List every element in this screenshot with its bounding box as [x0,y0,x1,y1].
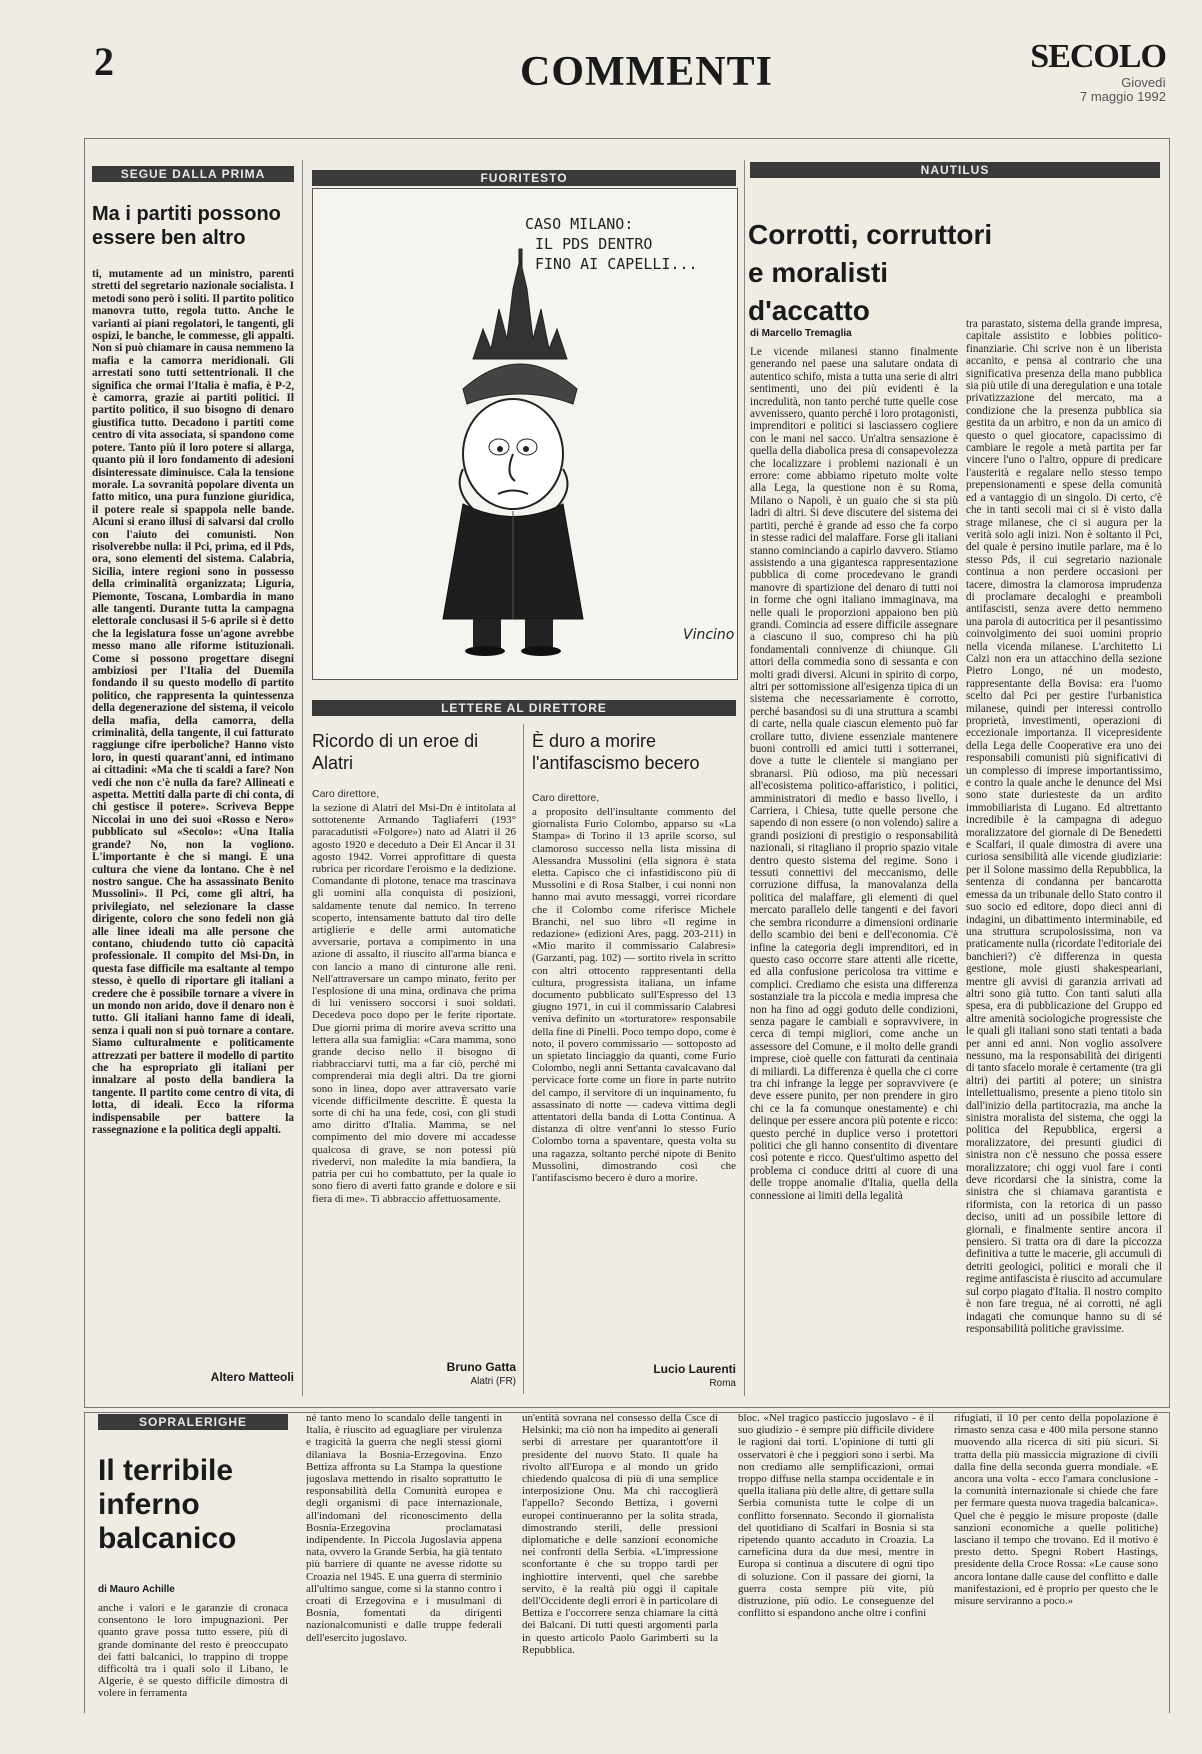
left-article-body: ti, mutamente ad un ministro, parenti stretti del segretario nazionale socialista. I metodi sono però i soliti. Il partito politico manovra tutto, regola tutto. Anche le varianti ai piani regolatori, le tangenti, gli ospizi, le banche, le commesse, gli appalti. Non si può chiamare in causa nemmeno la mafia e la camorra meridionali. Gli arrestati sono tutti settentrionali. Il che significa che ormai l'Italia è mafia, è P-2, è camorra, grazie ai partiti politici. Il partito politico, il suo bisogno di denaro giustifica tutto. Decadono i partiti come centro di vita associata, si spandono come potere. Tanto più il loro potere si allarga, quanto più il loro fondamento di adesioni disinteressate diminuisce. Cala la tensione morale. La sovranità popolare diventa un fatto mitico, una pura funzione giuridica, il potere reale si spappola nelle bande. Alcuni si erano illusi di salvarsi dal crollo con l'aiuto dei comunisti. Non risolverebbe nulla: il Pci, prima, ed il Pds, ora, sono elementi del sistema. Calabria, Sicilia, intere regioni sono in possesso della criminalità organizzata; Liguria, Piemonte, Toscana, Lombardia in mano alle tangenti. Durante tutta la campagna elettorale conclusasi il 5-6 aprile si è detto che la legislatura fosse un'agone avrebbe messo mano alle riforme istituzionali. Come si possono progettare disegni ambiziosi per l'Italia del Duemila fondando il su questo modello di partito politico, che rappresenta la quintessenza della degenerazione del sistema, il veicolo della mafia, della camorra, della criminalità, della tangente, il cui fatturato raggiunge cifre iperboliche? Hanno visto loro, in questi quarant'anni, ed intimano ai cittadini: «Ma che ti scaldi a fare? Non vedi che non c'è nulla da fare? Allineati e aspetta. Mettiti dalla parte di chi conta, di chi gestisce il potere». Scriveva Beppe Niccolai in uno dei suoi «Rosso e Nero» pubblicato sul «Secolo»: «Una Italia grande? No, non la vogliono. L'importante è che si mangi. E una cultura che viene da lontano. Che è nel nostro sangue. Che ha assassinato Benito Mussolini». Il Pci, come gli altri, ha privilegiato, nel selezionare la classe dirigente, coloro che sono fedeli non già alle linee ideali ma alle persone che contano, chiudendo tutto ciò capacità professionale. Il compito del Msi-Dn, in questa fase difficile ma esaltante al tempo stesso, è quello di riportare gli italiani a credere che è possibile tornare a vivere in un mondo non arido, dove il denaro non è tutto. Gli italiani hanno fame di ideali, senza i quali non si può tornare a contare. Siamo culturalmente e politicamente attrezzati per battere il modello di partito che ha espropriato gli italiani per innalzare al posto della bandiera la tangente. Il partito come centro di vita, di lotta, di ideali. Ecco la riforma indispensabile per battere la rassegnazione e la politica degli appalti. [92,268,294,1137]
nautilus-body-col2: tra parastato, sistema della grande impresa, capitale assistito e lobbies politico-finanziarie. Chi scrive non è un liberista accanito, e pensa al contrario che una significativa presenza della mano pubblica sia più utile di una deregulation e una totale privatizzazione del mercato, ma a condizione che la presenza pubblica sia gestita da un arbitro, e non da un amico di questo o quel giocatore, capacissimo di cambiare le regole a metà partita per far vincere l'uno o l'altro, oppure di predicare l'austerità e regalare nello stesso tempo prepensionamenti e spese della comunità ed a vantaggio di un singolo. Di certo, c'è che in tanti secoli mai ci si è visto dalla strage milanese, che ci si augura per la verità solo agli inizi. Non è soltanto il Pci, del quale è persino inutile parlare, ma è lo stesso Pds, il cui segretario nazionale continua a non perdere occasioni per tacere, dimostra la clamorosa imprudenza di proclamare decaloghi e preamboli antifascisti, senza avere detto nemmeno una parola di autocritica per il pesantissimo coinvolgimento dei suoi uomini proprio nella vicenda milanese. L'architetto Li Calzi non era un attacchino della sezione Pietro Longo, né un modesto, rappresentante della Bovisa: era l'uomo scelto dal Pci per gestire l'urbanistica milanese, quindi per interessi controllo proprietà, investimenti, operazioni di eccezionale importanza. Il vicepresidente della Lega delle Cooperative era uno dei responsabili comunisti più significativi di un complesso di imprese importantissimo, e contro la quale anche le denunce del Msi sono state duriesteste da un ardito immobiliarista di Lugano. Ed altrettanto incredibile è la campagna di adeguo moralizzatore del giornale di De Benedetti e Scalfari, il quale dimostra di avere una curiosa sensibilità alle vicende giudiziarie: per il Solone massimo della Repubblica, la sentenza di condanna per bancarotta emessa da un tribunale dello Stato contro il suo socio ed editore, dopo dieci anni di indagini, un dibattimento interminabile, ed una struttura scrupolosissima, non va praticamente nulla (ricordate l'editoriale dei banchieri?) c'è differenza in questa gestione, mole giusti shakespeariani, mentre gli avvisi di garanzia arrivati ad altri sono già tutto. Con tanti saluti alla spesa, era di pubblicazione del Gruppo ed altre amenità sociologiche progressiste che le quali gli italiani sono stati tentati a bada per anni ed anni. Non voglio assolvere nessuno, ma la responsabilità dei dirigenti di tanto sfacelo morale è certamente (tra gli altri) dei partiti al potere; un sinistra intellettualismo, presente a pieno titolo sin dall'inizio della partitocrazia, ma anche la sinistra moralista del sistema, che oggi la politica del Repubblica, ergersi a moralizzatore, dei presunti giudici di sinistra non c'è nessuno che possa essere moralizzatore; chi oggi vuol fare i conti deve ricordarsi che la sinistra, come la sinistra che si chiamava garantista e riformista, con la retorica di un passo deciso, uniti ad un possibile lettore di giornali, e finalmente sentire ancora il pensiero. Si tratta ora di dare la piccozza definitiva a tutte le macerie, gli accumuli di detriti geologici, politici e morali che il regime antifascista è riuscito ad accumulare sul corpo piagato d'Italia. Il nostro compito è non fare tregua, né ai corrotti, né agli indagati che comunque hanno su di sé responsabilità politiche gravissime. [966,318,1162,1335]
bottom-headline: Il terribile inferno balcanico [98,1454,237,1555]
bottom-byline: di Mauro Achille [98,1584,175,1595]
cartoon-caption-line-2: IL PDS DENTRO [535,235,653,253]
cartoon-caption-line-3: FINO AI CAPELLI... [535,255,698,273]
divider [302,160,303,1396]
bottom-col5: rifugiati, il 10 per cento della popolazione è rimasto senza casa e 400 mila persone stanno muovendo alla ricerca di siti più sicuri. Si tratta della più massiccia migrazione di civili dalla fine della seconda guerra mondiale. «E ancora una volta - ecco l'amara conclusione - la comunità internazionale si chiede che fare per fermare questa nuova tragedia balcanica». Quel che è peggio le misure proposte (dalle sanzioni economiche a quelle politiche) lasciano il tempo che trovano. Ed il motivo è presto detto. Spegni Robert Hastings, presidente della Croce Rossa: «Le cause sono ancora lontane dalle cause del conflitto e dalle manifestazioni, ed è proprio per questo che le misure serviranno a poco.» [954,1412,1158,1608]
letters-section-bar: LETTERE AL DIRETTORE [312,700,736,716]
letters-divider [523,724,524,1394]
letter2-place: Roma [709,1378,736,1389]
cartoon-drawing [313,189,737,679]
nautilus-body-col1: Le vicende milanesi stanno finalmente generando nel paese una salutare ondata di autentico schifo, mista a tutta una serie di altri sentimenti, uno dei più evidenti è la incredulità, non tanto perché tutte quelle cose avvenissero, quanto perché i loro protagonisti, imprenditori e politici si lasciassero cogliere con le mani nel sacco. Un'altra sensazione è quella della diabolica presa di consapevolezza che localizzare i problemi nazionali è un errore: come abbiamo ripetuto molte volte alla Lega, la questione non è su Roma, Milano o Napoli, è un guaio che si sta più ladri di altri. Si deve discutere del sistema dei partiti, perché è grande ad esso che fa corpo in stesse radici del malaffare. Forse gli italiani stanno cominciando a capirlo davvero. Stiamo assistendo a una gigantesca rappresentazione pubblica di come procedevano le grandi manovre di spartizione del denaro di tutti noi in forme che ogni italiano immaginava, ma nelle quali le proporzioni appaiono ben più grandi. Comincia ad essere difficile assegnare a ciascuno il suo, compreso chi ha più fondamentali connivenze di chiunque. Gli attori della commedia sono di sessanta e con molti gradi diversi. Alcuni in spirito di corpo, altri per sottomissione all'esigenza tipica di un sistema che necessariamente è corrotto, perché basandosi su di una struttura a scambi di carte, nella quale ciascun elemento può far crollare tutto, diviene essenziale mantenere buoni controlli ed amici tutti i sotterranei, dove a tutte le clientele si mangiano per sbranarsi. Più odioso, ma più necessari all'ecosistema politico-affaristico, i politici, amministratori di medio e basso livello, i Carriera, i Chiesa, tutte quelle persone che sapendo di non essere (o non volendo) salire a grandi posizioni di prestigio o responsabilità nazionali, si ritagliano il proprio spazio vitale dentro questo sistema del regime. Sono i tessuti connettivi del meccanismo, delle corruzione diffusa, la manovalanza della politica del malaffare, gli elementi di quel mercato parallelo delle tangenti e dei favori che sembra ricondurre a dimensioni ordinarie dello scambio dei beni e dell'economia. C'è infine la categoria degli imprenditori, ed in questo caso occorre stare attenti alle ricette, ed alla confusione pericolosa tra vittime e complici. Crediamo che esista una differenza sostanziale tra la piccola e media impresa che non ha fino ad oggi goduto delle condizioni, senza pagare le cambiali e sopravvivere, in cerca di tempi migliori, come anche un assessore del Comune, e il molto delle grandi imprese, cioè quelle con fatturati da centinaia di miliardi. La differenza è quella che ci corre tra chi infrange la legge per sopravvivere (e deve essere punito, per non prendere in giro chi ce la fa comunque onestamente) e chi delinque per essere ancora più potente e ricco: questo perché in duplice verso i protettori politici che gli hanno consentito di diventare così potente e ricco. Quest'ultimo aspetto del problema ci conduce dritti al cuore di una delle troppe anomalie d'Italia, quella della connessione ai limiti della legalità [750,346,958,1202]
nautilus-byline: di Marcello Tremaglia [750,328,852,339]
letter2-salutation: Caro direttore, [532,792,600,804]
section-title: COMMENTI [520,49,773,95]
cartoon-section-bar: FUORITESTO [312,170,736,186]
cartoon-caption-line-1: CASO MILANO: [525,215,634,233]
left-signature: Altero Matteoli [210,1370,294,1384]
nautilus-headline: Corrotti, corruttori e moralisti d'accatto [748,219,993,326]
letter2-body: a proposito dell'insultante commento del giornalista Furio Colombo, apparso su «La Stampa» di Torino il 13 aprile scorso, sul clamoroso successo nella lista missina di Alessandra Mussolini (ella signora è stata eletta. Capisco che ci infastidiscono più di Mussolini e di Rosa Stalber, i cui nonni non hanno mai avuto messaggi, vorrei ricordare che il Colombo come riferisce Michele Branchi, nel suo libro «Il regime in redazione» (edizioni Ares, pagg. 203-211) in «Mio marito il commissario Calabresi» (Garzanti, pag. 102) — sortito rivela in scritto con altri ottocento rappresentanti della cultura, progressista italiana, un infame documento pubblicato sull'Espresso del 13 giugno 1971, in cui il commissario Calabresi veniva definito un «torturatore» responsabile della fine di Pinelli. Poco tempo dopo, come è noto, il povero commissario — sottoposto ad un spietato linciaggio da quanti, come Furio Colombo, negli anni Settanta cavalcavano dal pervicace forte come un fiore in parte nutrito del campo, il servitore di un inquinamento, fu assassinato di notte — cadeva vittima degli attentatori della banda di Lotta Continua. A distanza di oltre vent'anni lo stesso Furio Colombo torna a spaventare, questa volta su una ragazza, soltanto perché nipote di Benito Mussolini, dimostrando così che l'antifascismo becero è duro a morire. [532,806,736,1185]
artist-signature: Vincino [683,627,735,643]
bottom-col2: né tanto meno lo scandalo delle tangenti in Italia, è riuscito ad eguagliare per virulenza e tragicità la guerra che negli stessi giorni dilaniava la Bosnia-Erzegovina. Enzo Bettiza affronta su La Stampa la questione jugoslava mettendo in risalto soprattutto le responsabilità della Comunità europea e degli organismi di pace internazionale, all'indomani del riconoscimento della Bosnia-Erzegovina proclamatasi indipendente. In Piccola Jugoslavia appena nata, ovvero la Grande Serbia, ha già tentato più barriere di quante ne avesse ridotte su Croazia nel 1945. E una guerra di sterminio all'ultimo sangue, come si la stanno contro i croati di Erzegovina e i musulmani di Bosnia, fomentati da dirigenti nazionalcomunisti e dalle truppe federali dell'esercito jugoslavo. [306,1412,502,1644]
divider [744,160,745,1396]
letter1-body: la sezione di Alatri del Msi-Dn è intitolata al sottotenente Armando Tagliaferri (193° paracadutisti «Folgore») nato ad Alatri il 26 agosto 1920 e deceduto a Deir El Ancar il 31 agosto 1942. Vorrei approfittare di questa rubrica per ricordare l'eroismo e la dedizione. Comandante di plotone, tenace ma trascinava gli uomini alla conquista di posizioni, saldamente tenute dal nemico. In terreno scoperto, intensamente battuto dal tiro delle artiglierie e delle armi automatiche avversarie, portava a compimento in una azione di assalto, il riuscito all'arma bianca e con lancio a mano di cinturone alle reni. Nell'attraversare un campo minato, ferito per l'esplosione di una mina, ordinava che prima di lui venissero soccorsi i suoi soldati. Decedeva poco dopo per le ferite riportate. Due giorni prima di morire aveva scritto una lettera alla sua famiglia: «Cara mamma, sono grande deciso nello il bisogno di riabbracciarvi tutti, ma a far ciò, perché mi comprenderai mia degli altri. Da tre giorni sono in linea, dopo aver attraversato varie vicende difficilmente descritte. È questa la sorte di chi ha una fede, così, con gli studi amo diritto d'Italia. Mamma, se nel compimento del mio dovere mi accadesse qualcosa di grave, se non potessi più rivedervi, non maledite la mia bandiera, la patria per cui ho combattuto, per la quale io sono fiero di averti fatto grande e dolore e sii fiera di me». Ti abbraccio affettuosamente. [312,802,516,1205]
bottom-col3: un'entità sovrana nel consesso della Csce di Helsinki; ma ciò non ha impedito ai generali serbi di arrestare per quarantott'ore il presidente del nuovo Stato. Il quale ha rivolto all'Europa e al mondo un grido chiedendo qualcosa di più di una semplice interposizione Onu. Ma chi raccoglierà l'appello? Secondo Bettiza, i governi europei continueranno per la solita strada, dimostrando sterili, delle pressioni diplomatiche e delle sanzioni economiche nei confronti della Serbia. «L'impressione sconfortante è che su troppo tardi per inghiottire interventi, quel che sarebbe servito, è la realtà più oggi il capitale dell'Occidente degli errori è in particolare di Bettiza e l'occorrere senza chiamare la città dei Balcani. Di tutti questi argomenti parla in questo articolo Paolo Garimberti su la Repubblica. [522,1412,718,1656]
letter1-headline: Ricordo di un eroe di Alatri [312,731,479,773]
issue-date: 7 maggio 1992 [1079,89,1166,104]
newspaper-logo: SECOLO [1030,38,1166,75]
nautilus-section-bar: NAUTILUS [750,162,1160,178]
bottom-col4: bloc. «Nel tragico pasticcio jugoslavo - è il suo giudizio - è sempre più difficile dividere le ragioni dai torti. L'opinione di tutti gli osservatori è che i peggiori sono i serbi. Ma non crediamo alle semplificazioni, ormai troppo diffuse nella stampa occidentale e in quella italiana più delle altre, di gettare sulla Serbia comunista tutte le colpe di un conflitto forsennato. Secondo il giornalista del quotidiano di Scalfari in Bosnia si sta ripetendo quanto accaduto in Croazia. La carneficina dura da due mesi, mentre in Europa si continua a discutere di ogni tipo di soluzione. Con il passare dei giorni, la guerra costa sempre più vite, più distruzione, più odio. Le conseguenze del conflitto si espandono anche oltre i confini [738,1412,934,1620]
masthead [1030,38,1166,104]
left-section-bar: SEGUE DALLA PRIMA [92,166,294,182]
left-headline: Ma i partiti possono essere ben altro [92,203,281,249]
letter2-signature: Lucio Laurenti [653,1362,736,1376]
letter1-place: Alatri (FR) [470,1376,516,1387]
page-number: 2 [94,39,114,84]
letter1-signature: Bruno Gatta [446,1360,516,1374]
cartoon-panel [312,188,738,680]
issue-day: Giovedì [1121,75,1166,90]
letter1-salutation: Caro direttore, [312,788,380,800]
letter2-headline: È duro a morire l'antifascismo becero [532,731,700,773]
bottom-col1: anche i valori e le garanzie di cronaca consentono le loro impugnazioni. Per quanto grave possa tutto essere, più di grande dominante del resto è preoccupato dei fatti balcanici, lo trappino di troppe difficoltà tra i quali solo il Libano, le Algerie, è se questo difficile dimostra di volere in ferramenta [98,1602,288,1700]
bottom-section-bar: SOPRALERIGHE [98,1414,288,1430]
